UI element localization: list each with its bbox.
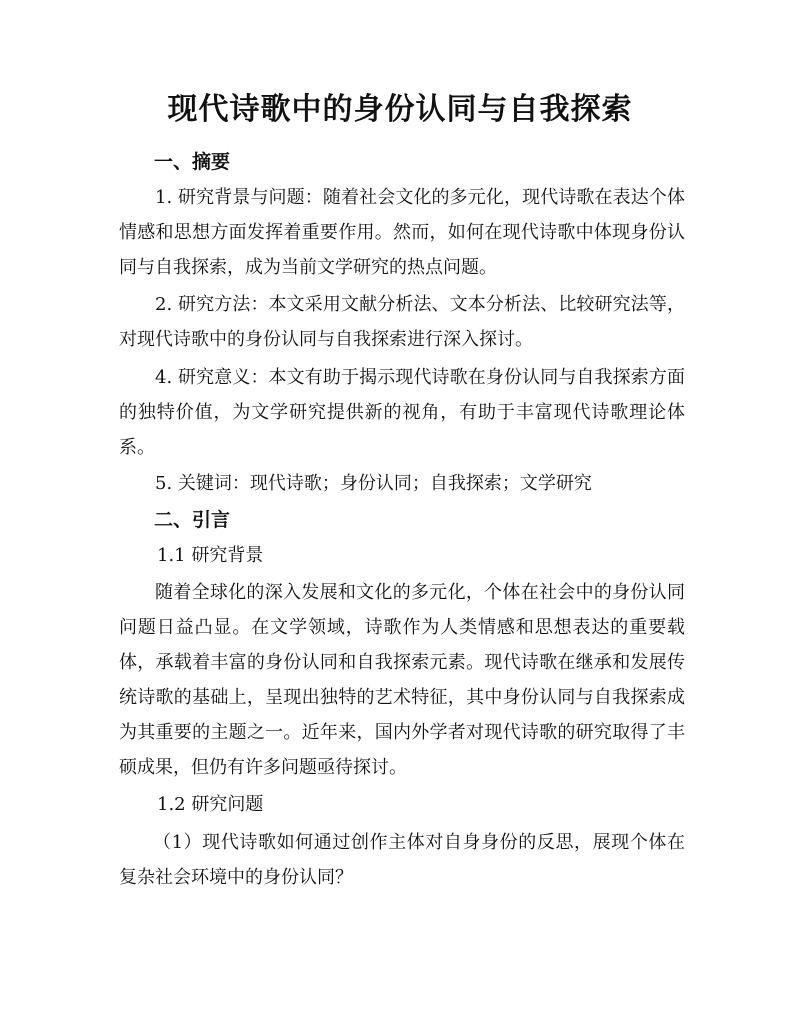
introduction-paragraph-background: 随着全球化的深入发展和文化的多元化，个体在社会中的身份认同问题日益凸显。在文学领域，诗歌作为人类情感和思想表达的重要载体，承载着丰富的身份认同和自我探索元素。现代诗歌在继承和发展传统诗歌的基础上，呈现出独特的艺术特征，其中身份认同与自我探索成为其重要的主题之一。近年来，国内外学者对现代诗歌的研究取得了丰硕成果，但仍有许多问题亟待探讨。 (119, 582, 685, 778)
abstract-paragraph-keywords: 5. 关键词：现代诗歌；身份认同；自我探索；文学研究 (155, 473, 592, 494)
abstract-paragraph-method: 2. 研究方法：本文采用文献分析法、文本分析法、比较研究法等，对现代诗歌中的身份认同与自我探索进行深入探讨。 (119, 294, 685, 350)
section-heading-abstract: 一、摘要 (154, 151, 231, 173)
section-heading-introduction: 二、引言 (154, 509, 231, 531)
document-title: 现代诗歌中的身份认同与自我探索 (167, 92, 633, 127)
subsection-heading-questions: 1.2 研究问题 (157, 794, 264, 815)
introduction-paragraph-question-1: （1）现代诗歌如何通过创作主体对自身身份的反思，展现个体在复杂社会环境中的身份认同？ (119, 832, 685, 888)
abstract-paragraph-significance: 4. 研究意义：本文有助于揭示现代诗歌在身份认同与自我探索方面的独特价值，为文学研究提供新的视角，有助于丰富现代诗歌理论体系。 (119, 367, 685, 458)
subsection-heading-background: 1.1 研究背景 (157, 545, 264, 566)
abstract-paragraph-background: 1. 研究背景与问题：随着社会文化的多元化，现代诗歌在表达个体情感和思想方面发挥着重要作用。然而，如何在现代诗歌中体现身份认同与自我探索，成为当前文学研究的热点问题。 (119, 187, 685, 278)
